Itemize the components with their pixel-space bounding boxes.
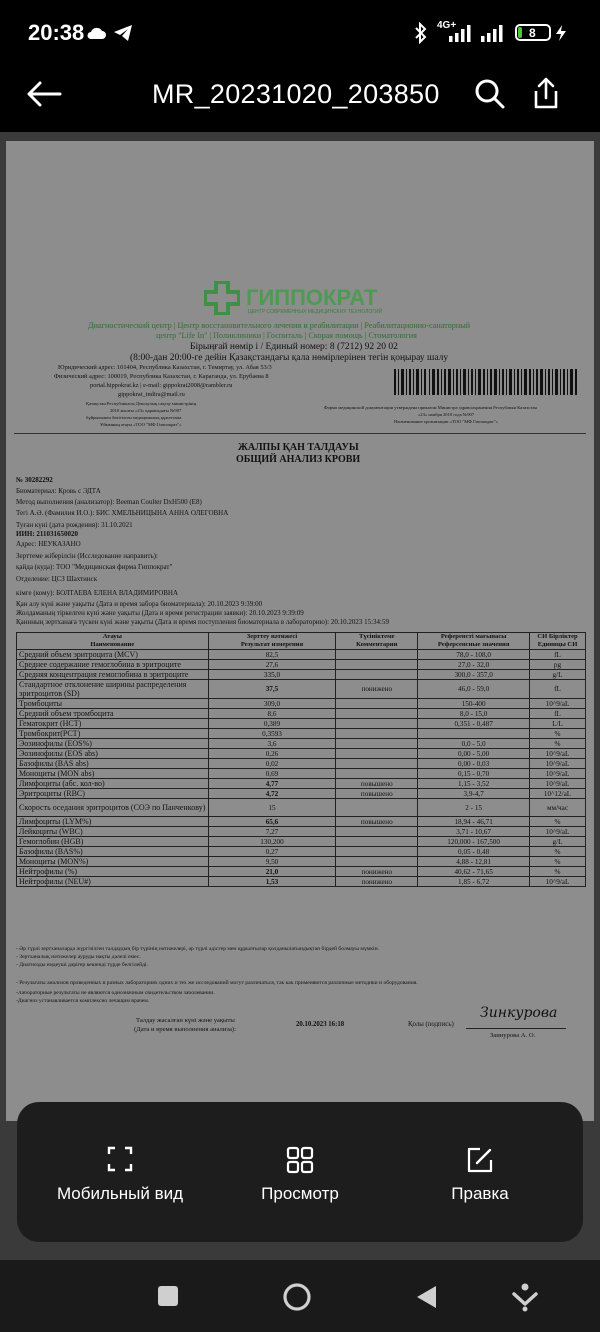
- recents-button[interactable]: [158, 1286, 178, 1306]
- birth-date: Туған күні (дата рождения): 31.10.2021: [16, 521, 133, 529]
- cell-name: Среднее содержание гемоглобина в эритроците: [17, 660, 209, 670]
- note-kz-2: - Зертханалық нәтижелер ауруды нақты дәлелі емес.: [16, 954, 141, 960]
- cell-reference: 120,000 - 167,500: [418, 837, 530, 847]
- cell-name: Тромбокрит(PCT): [17, 729, 209, 739]
- title-kz: ЖАЛПЫ ҚАН ТАЛДАУЫ: [238, 442, 359, 453]
- note-ru-1: - Результаты анализов проведенных в разных лабораториях одних и тех же исследований могут различаться, так как применяются различные методики и оборудования.: [16, 980, 418, 986]
- cell-unit: fL: [530, 650, 586, 660]
- cell-unit: 10^12/aL: [530, 789, 586, 799]
- cell-name: Гемоглобин (HGB): [17, 837, 209, 847]
- table-row: [17, 660, 586, 670]
- cell-unit: %: [530, 729, 586, 739]
- medical-cross-logo-icon: [204, 281, 240, 315]
- cell-comment: понижено: [336, 877, 418, 887]
- cell-unit: 10^9/aL: [530, 877, 586, 887]
- cell-reference: 1,85 - 6,72: [418, 877, 530, 887]
- patient-address: Адрес: НЕУКАЗАНО: [16, 540, 81, 548]
- table-row: [17, 680, 586, 699]
- cell-reference: 0,00 - 0,03: [418, 759, 530, 769]
- table-row: [17, 817, 586, 827]
- cell-result: 0,389: [208, 719, 336, 729]
- cell-name: Эозинофилы (EOS abs): [17, 749, 209, 759]
- cell-unit: мм/час: [530, 799, 586, 817]
- cell-reference: 18,94 - 46,71: [418, 817, 530, 827]
- cell-name: Нейтрофилы (%): [17, 867, 209, 877]
- physical-address: Физический адрес: 100019, Республика Казахстан, г. Караганда, ул. Ерубаева 8: [54, 373, 269, 380]
- cell-name: Стандартное отклонение ширины распределения эритроцитов (SD): [17, 680, 209, 699]
- analyzer-method: Метод выполнения (анализатор): Beeman Coulter DxH500 (E8): [16, 498, 202, 506]
- analysis-number: № 30282292: [16, 476, 53, 484]
- file-title: MR_20231020_203850: [152, 79, 440, 109]
- cell-name: Скорость оседания эритроцитов (СОЭ по Панченкову): [17, 799, 209, 817]
- cell-name: Моноциты (MON abs): [17, 769, 209, 779]
- biomaterial: Биоматериал: Кровь с ЭДТА: [16, 487, 101, 495]
- cell-result: 4,77: [208, 779, 336, 789]
- cell-reference: 3,9-4,7: [418, 789, 530, 799]
- note-kz-1: - Әр түрлі зертханаларда жүргізілген талдаудың бір түрінің нәтижелері, әр түрлі әдістер мен құрылғылар қолданылатындықтан бірдей болмауы мүмкін.: [16, 946, 379, 952]
- email-2: gippokrat_indira@mail.ru: [118, 391, 185, 398]
- table-row: [17, 799, 586, 817]
- cell-result: 4,72: [208, 789, 336, 799]
- cell-comment: [336, 857, 418, 867]
- cell-result: 27,6: [208, 660, 336, 670]
- iin: ИИН: 211031650020: [16, 530, 79, 538]
- table-row: [17, 779, 586, 789]
- cell-comment: понижено: [336, 867, 418, 877]
- received-date: Қаннның зертханаға түскен күні және уақыты (Дата и время поступления биоматериала в лабораторию): 20.10.2023 15:34:59: [16, 618, 389, 626]
- cell-comment: [336, 650, 418, 660]
- cell-reference: 78,0 - 108,0: [418, 650, 530, 660]
- search-icon[interactable]: [474, 78, 506, 110]
- cell-comment: повышено: [336, 779, 418, 789]
- cell-name: Лимфоциты (LYM%): [17, 817, 209, 827]
- cell-result: 9,50: [208, 857, 336, 867]
- cell-name: Средний объем тромбоцита: [17, 709, 209, 719]
- signer-name: Заинурова А. О.: [490, 1032, 536, 1039]
- sample-date: Қан алу күні және уақыты (Дата и время забора биоматериала): 20.10.2023 9:39:00: [16, 600, 263, 608]
- table-row: [17, 759, 586, 769]
- cell-unit: pg: [530, 660, 586, 670]
- table-row: [17, 709, 586, 719]
- sent-to-whom: кімге (кому): БОЛТАЕВА ЕЛЕНА ВЛАДИМИРОВНА: [16, 589, 179, 597]
- home-button[interactable]: [282, 1282, 312, 1312]
- hours-line: (8:00-дан 20:00-ге дейін Қазақстандағы қала нөмірлерінен тегін қоңырау шалу: [130, 353, 449, 363]
- cell-reference: 3,71 - 10,67: [418, 827, 530, 837]
- header-result: Зерттеу нәтижесі Результат измерения: [208, 633, 336, 650]
- left-legal-3: бұйрығымен бекітілген медициналық құжаттама: [86, 415, 182, 420]
- cell-comment: [336, 660, 418, 670]
- table-row: [17, 699, 586, 709]
- exec-date: 20.10.2023 16:18: [296, 1021, 345, 1028]
- left-legal-1: Қазақстан Республикасы Денсаулық сақтау министрінің: [86, 401, 197, 406]
- table-row: [17, 847, 586, 857]
- cell-reference: 8,0 - 15,0: [418, 709, 530, 719]
- cell-result: 82,5: [208, 650, 336, 660]
- system-nav-bar: [0, 1260, 600, 1332]
- signature: Зинкурова: [480, 1005, 558, 1021]
- cell-comment: [336, 729, 418, 739]
- cell-unit: %: [530, 867, 586, 877]
- cell-result: 335,0: [208, 670, 336, 680]
- signature-line: [466, 1028, 566, 1029]
- left-legal-4: Ұйымның атауы «ТОО "МФ Гиппократ"»: [100, 422, 182, 427]
- cell-result: 7,27: [208, 827, 336, 837]
- cell-comment: [336, 709, 418, 719]
- exec-label-2: (Дата и время выполнения анализа):: [134, 1026, 236, 1033]
- cell-comment: [336, 847, 418, 857]
- table-row: [17, 650, 586, 660]
- right-legal-3: Наименование организации «ТОО "МФ Гиппократ"»: [394, 419, 498, 424]
- header-name: Атауы Наименование: [17, 633, 209, 650]
- battery-icon: [515, 24, 551, 41]
- exec-label-1: Талдау жасалған күні және уақыты: [136, 1017, 235, 1024]
- cell-name: Эозинофилы (EOS%): [17, 739, 209, 749]
- charging-icon: [555, 25, 567, 41]
- table-row: [17, 837, 586, 847]
- view-label: Просмотр: [261, 1184, 339, 1203]
- barcode: [394, 369, 580, 395]
- portal-email: portal.hippokrat.kz | e-mail: gippokrat2008@rambler.ru: [90, 382, 233, 389]
- cell-result: 0,27: [208, 847, 336, 857]
- cell-reference: 0,05 - 0,48: [418, 847, 530, 857]
- bluetooth-icon: [414, 22, 428, 44]
- cell-unit: 10^9/aL: [530, 749, 586, 759]
- edit-label: Правка: [451, 1184, 509, 1203]
- cell-reference: 40,62 - 71,65: [418, 867, 530, 877]
- header-comment: Түсініктеме Комментарии: [336, 633, 418, 650]
- cell-reference: 1,15 - 3,52: [418, 779, 530, 789]
- cell-result: 15: [208, 799, 336, 817]
- cell-name: Базофилы (BAS%): [17, 847, 209, 857]
- cell-result: 1,53: [208, 877, 336, 887]
- services-line-1: Диагностический центр | Центр восстановительного лечения и реабилитации | Реабилитационно-санаторный: [88, 321, 471, 330]
- table-row: [17, 877, 586, 887]
- cell-result: 130,200: [208, 837, 336, 847]
- header-unit: СИ Бірліктер Единицы СИ: [530, 633, 586, 650]
- document-page[interactable]: [6, 141, 594, 991]
- cell-comment: понижено: [336, 680, 418, 699]
- cell-result: 0,26: [208, 749, 336, 759]
- network-type: 4G+: [437, 20, 457, 31]
- cell-unit: fL: [530, 680, 586, 699]
- bottom-action-card: [17, 1102, 583, 1242]
- table-row: [17, 827, 586, 837]
- back-arrow-icon[interactable]: [26, 81, 62, 107]
- cell-comment: [336, 749, 418, 759]
- cell-unit: 10^9/aL: [530, 759, 586, 769]
- mobile-view-label: Мобильный вид: [56, 1184, 184, 1203]
- cell-result: 309,0: [208, 699, 336, 709]
- sign-label: Қолы (подпись): [408, 1021, 454, 1028]
- cell-reference: 46,0 - 59,0: [418, 680, 530, 699]
- logo-text: ГИППОКРАТ: [246, 285, 378, 310]
- table-row: [17, 857, 586, 867]
- cell-name: Лейкоциты (WBC): [17, 827, 209, 837]
- table-row: [17, 729, 586, 739]
- battery-level: 8: [529, 26, 536, 40]
- cell-reference: 27,0 - 32,0: [418, 660, 530, 670]
- services-line-2: центр "Life In" | Поликлиники | Госпиталь | Скорая помощь | Стоматология: [156, 331, 417, 340]
- table-row: [17, 789, 586, 799]
- cell-unit: %: [530, 857, 586, 867]
- patient-name: Тегі А.Ә. (Фамилия И.О.): БИС ХМЕЛЬНИЦЫНА АННА ОЛЕГОВНА: [16, 509, 229, 517]
- back-button[interactable]: [414, 1284, 438, 1310]
- table-row: [17, 749, 586, 759]
- assistant-icon[interactable]: [512, 1282, 538, 1312]
- cell-unit: %: [530, 739, 586, 749]
- cell-comment: повышено: [336, 817, 418, 827]
- cell-unit: %: [530, 847, 586, 857]
- legal-address: Юридический адрес: 101404, Республика Казахстан, г. Темиртау, ул. Абая 53/3: [58, 364, 272, 371]
- cell-unit: L/L: [530, 719, 586, 729]
- cell-reference: 2 - 15: [418, 799, 530, 817]
- cell-reference: 0,15 - 0,70: [418, 769, 530, 779]
- cell-name: Гематокрит (HCT): [17, 719, 209, 729]
- request-date: Жолдаманың тіркелген күні және уақыты (Дата и время регистрации заявки): 20.10.2023 9:39:09: [16, 609, 304, 617]
- phone-line: Бірыңғай нөмір і / Единый номер: 8 (7212) 92 20 02: [190, 342, 398, 352]
- table-row: [17, 719, 586, 729]
- cell-name: Средний объем эритроцита (MCV): [17, 650, 209, 660]
- grid-view-icon: [286, 1146, 314, 1174]
- mobile-view-button[interactable]: [37, 1102, 203, 1242]
- cell-unit: fL: [530, 709, 586, 719]
- cell-unit: 10^9/aL: [530, 779, 586, 789]
- cell-reference: 0,351 - 0,487: [418, 719, 530, 729]
- cell-comment: [336, 670, 418, 680]
- title-ru: ОБЩИЙ АНАЛИЗ КРОВИ: [236, 454, 361, 465]
- right-legal-2: «23» ноября 2010 года №907: [418, 412, 475, 417]
- header-reference: Референсті мағынасы Реферсенсные значения: [418, 633, 530, 650]
- note-ru-3: -Диагноз устанавливается комплексно лечащим врачем.: [16, 998, 150, 1004]
- cell-name: Моноциты (MON%): [17, 857, 209, 867]
- edit-icon: [466, 1146, 494, 1174]
- share-icon[interactable]: [532, 76, 560, 110]
- cell-result: 0,3593: [208, 729, 336, 739]
- cell-result: 0,69: [208, 769, 336, 779]
- cell-comment: [336, 719, 418, 729]
- signal-icon-2: [480, 24, 506, 42]
- cell-unit: 10^9/aL: [530, 699, 586, 709]
- cell-unit: 10^9/aL: [530, 769, 586, 779]
- cell-unit: g/L: [530, 837, 586, 847]
- table-row: [17, 670, 586, 680]
- cell-name: Тромбоциты: [17, 699, 209, 709]
- header-divider: [14, 433, 586, 434]
- cell-name: Эритроциты (RBC): [17, 789, 209, 799]
- mobile-view-icon: [107, 1146, 133, 1172]
- cell-reference: [418, 729, 530, 739]
- cell-comment: [336, 827, 418, 837]
- table-row: [17, 867, 586, 877]
- cell-comment: [336, 739, 418, 749]
- cell-result: 8,6: [208, 709, 336, 719]
- logo-subtitle: ЦЕНТР СОВРЕМЕННЫХ МЕДИЦИНСКИХ ТЕХНОЛОГИЙ: [248, 309, 383, 315]
- results-table: [16, 632, 586, 887]
- right-legal-1: Форма медицинской документации утверждена приказом Министра здравоохранения Республики Казахстан: [324, 405, 537, 410]
- cell-unit: %: [530, 817, 586, 827]
- status-bar: [0, 0, 600, 66]
- table-row: [17, 739, 586, 749]
- cell-name: Нейтрофилы (NEU#): [17, 877, 209, 887]
- table-row: [17, 769, 586, 779]
- cloud-icon: [86, 26, 106, 40]
- cell-name: Лимфоциты (абс. кол-во): [17, 779, 209, 789]
- sent-by: Зерттеме жіберілсін (Исследование направить):: [16, 552, 158, 560]
- note-kz-3: - Диагнозды емдеуші дәрігер кешенді түрде белгілейді.: [16, 962, 148, 968]
- cell-result: 65,6: [208, 817, 336, 827]
- department: Отделение: ЦСЗ Шахтинск: [16, 575, 98, 583]
- cell-reference: 0,00 - 5,00: [418, 749, 530, 759]
- view-button[interactable]: [217, 1102, 383, 1242]
- cell-comment: [336, 769, 418, 779]
- table-header-row: [17, 633, 586, 650]
- cell-comment: повышено: [336, 789, 418, 799]
- cell-comment: [336, 799, 418, 817]
- cell-unit: 10^9/aL: [530, 827, 586, 837]
- cell-comment: [336, 759, 418, 769]
- telegram-icon: [113, 24, 133, 42]
- status-time: 20:38: [28, 20, 85, 45]
- edit-button[interactable]: [397, 1102, 563, 1242]
- cell-result: 0,02: [208, 759, 336, 769]
- cell-reference: 4,88 - 12,81: [418, 857, 530, 867]
- sent-where: қайда (куда): ТОО "Медицинская фирма Гиппократ": [16, 563, 173, 571]
- cell-comment: [336, 837, 418, 847]
- cell-reference: 300,0 - 357,0: [418, 670, 530, 680]
- cell-reference: 150-400: [418, 699, 530, 709]
- cell-name: Базофилы (BAS abs): [17, 759, 209, 769]
- cell-unit: g/L: [530, 670, 586, 680]
- cell-result: 21,0: [208, 867, 336, 877]
- note-ru-2: -Лабораторные результаты не являются однозначным свидетельством заболеваний.: [16, 991, 215, 996]
- cell-result: 3,6: [208, 739, 336, 749]
- cell-reference: 0,0 - 5,0: [418, 739, 530, 749]
- cell-name: Средняя концентрация гемоглобина в эритроците: [17, 670, 209, 680]
- app-bar: [0, 66, 600, 132]
- cell-comment: [336, 699, 418, 709]
- cell-result: 37,5: [208, 680, 336, 699]
- left-legal-2: 2010 жылғы «23» қарашадағы №907: [110, 408, 182, 413]
- signal-icon: [448, 24, 474, 42]
